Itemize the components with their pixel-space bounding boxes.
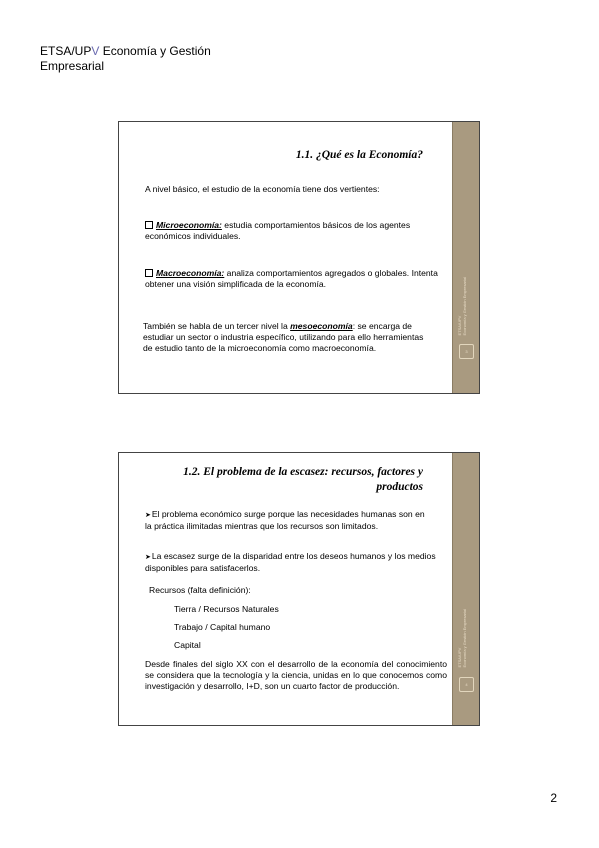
sidebar-text	[457, 609, 467, 667]
header-line1-v: V	[91, 44, 100, 58]
slide-2-bullet-2	[145, 551, 449, 574]
slide-1-number: 3	[459, 344, 474, 359]
header-line1-prefix: ETSA/UP	[40, 44, 92, 58]
slide-1-macro	[145, 268, 441, 290]
header-line1-rest: Economía y Gestión	[99, 44, 211, 58]
slide-2-title-line1: 1.2. El problema de la escasez: recursos, factores y	[183, 466, 423, 478]
slide-2-bullet-1	[145, 509, 425, 532]
slide-2	[118, 452, 480, 726]
slide-2-number: 4	[459, 677, 474, 692]
checkbox-bullet-icon	[145, 221, 153, 229]
slide-1	[118, 121, 480, 394]
slide-2-title	[183, 465, 423, 495]
sidebar-line2: Economía y Gestión Empresarial	[462, 608, 467, 667]
macro-term: Macroeconomía:	[156, 268, 225, 278]
slide-1-intro: A nivel básico, el estudio de la economía tiene dos vertientes:	[145, 184, 380, 194]
slide-1-micro	[145, 220, 441, 242]
checkbox-bullet-icon	[145, 269, 153, 277]
sidebar-text	[457, 277, 467, 335]
resources-label: Recursos (falta definición):	[149, 585, 251, 595]
arrow-bullet-icon: ➤	[145, 512, 151, 519]
sidebar-line1: ETSA/UPV	[457, 647, 462, 667]
micro-term: Microeconomía:	[156, 220, 222, 230]
document-header	[40, 44, 211, 74]
bullet-1-text: El problema económico surge porque las necesidades humanas son en la práctica ilimitadas mientras que los recursos son limitados.	[145, 509, 425, 531]
resource-3: Capital	[174, 640, 201, 650]
page-number: 2	[550, 791, 557, 805]
slide-2-content	[119, 453, 455, 725]
meso-pre: También se habla de un tercer nivel la	[143, 321, 291, 331]
slide-2-title-line2: productos	[376, 481, 423, 493]
meso-term: mesoeconomía	[290, 321, 353, 331]
micro-text: estudia comportamientos básicos de los agentes económicos individuales.	[145, 220, 411, 241]
macro-text: analiza comportamientos agregados o globales. Intenta obtener una visión simplificada de la economía.	[145, 268, 438, 289]
resource-1: Tierra / Recursos Naturales	[174, 604, 279, 614]
header-line2: Empresarial	[40, 59, 105, 73]
slide-2-closing: Desde finales del siglo XX con el desarrollo de la economía del conocimiento se considera que la tecnología y la ciencia, unidas en lo que conocemos como investigación y desarrollo, I+D, son un cuarto factor de producción.	[145, 659, 447, 691]
slide-1-meso	[143, 321, 433, 354]
slide-1-content	[119, 122, 455, 393]
sidebar-line1: ETSA/UPV	[457, 315, 462, 335]
arrow-bullet-icon: ➤	[145, 554, 151, 561]
bullet-2-text: La escasez surge de la disparidad entre los deseos humanos y los medios disponibles para satisfacerlos.	[145, 551, 436, 573]
resource-2: Trabajo / Capital humano	[174, 622, 271, 632]
slide-2-sidebar	[452, 453, 479, 725]
sidebar-line2: Economía y Gestión Empresarial	[462, 276, 467, 335]
slide-1-title: 1.1. ¿Qué es la Economía?	[295, 149, 423, 161]
meso-text: : se encarga de estudiar un sector o industria específico, utilizando para ello herramientas de estudio tanto de la microeconomía como macroeconomía.	[143, 321, 424, 353]
slide-1-sidebar	[452, 122, 479, 393]
